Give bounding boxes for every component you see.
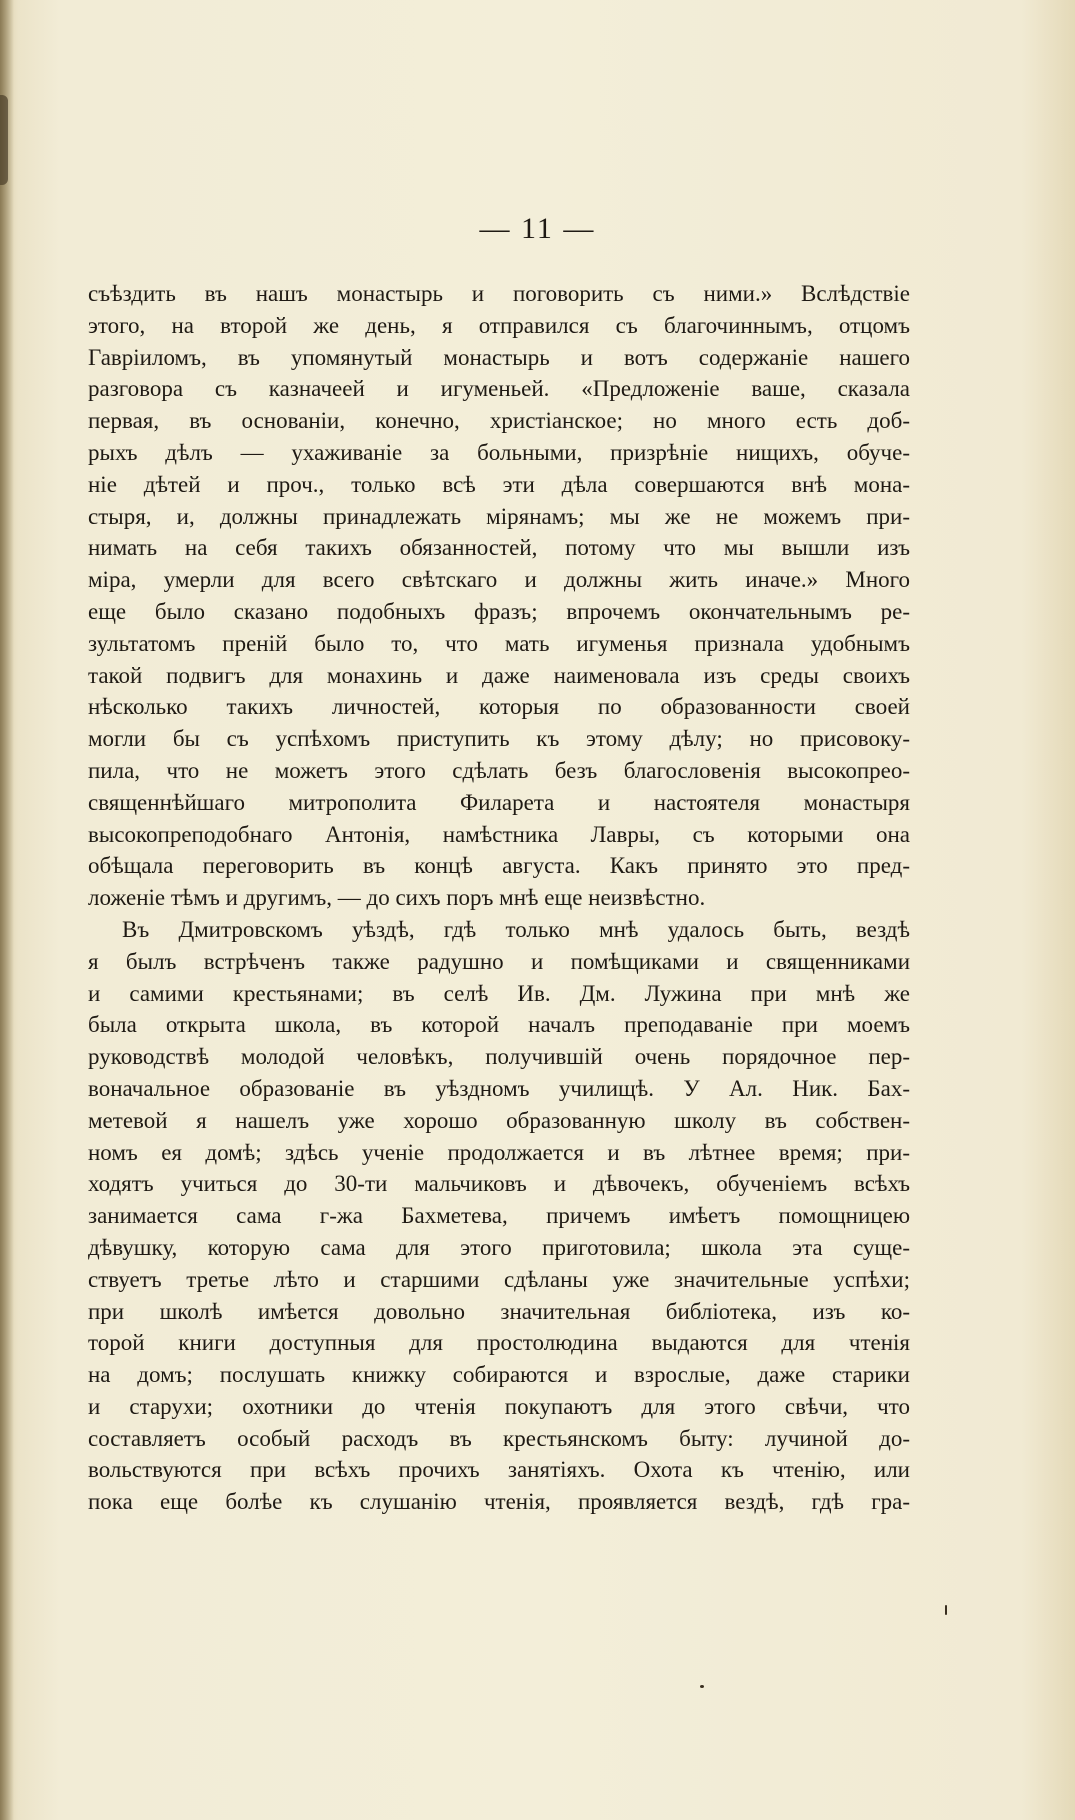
text-line: могли бы съ успѣхомъ приступить къ этому дѣлу; но присовоку- [88,726,910,752]
text-line: торой книги доступныя для простолюдина выдаются для чтенія [88,1330,910,1356]
text-line: ходятъ учиться до 30-ти мальчиковъ и дѣвочекъ, обученіемъ всѣхъ [88,1171,910,1197]
text-line: дѣвушку, которую сама для этого приготовила; школа эта суще- [88,1234,910,1260]
text-line: метевой я нашелъ уже хорошо образованную школу въ собствен- [88,1107,910,1133]
text-line: еще было сказано подобныхъ фразъ; впрочемъ окончательнымъ ре- [88,598,910,624]
text-line: Гавріиломъ, въ упомянутый монастырь и вотъ содержаніе нашего [88,344,910,370]
text-line: ложеніе тѣмъ и другимъ, — до сихъ поръ мнѣ еще неизвѣстно. [88,885,706,911]
text-line: обѣщала переговорить въ концѣ августа. Какъ принято это пред- [88,853,910,879]
text-line: такой подвигъ для монахинь и даже наименовала изъ среды своихъ [88,662,910,688]
text-line: священнѣйшаго митрополита Филарета и настоятеля монастыря [88,789,910,815]
text-line: и самими крестьянами; въ селѣ Ив. Дм. Лужина при мнѣ же [88,980,910,1006]
text-line: руководствѣ молодой человѣкъ, получившій очень порядочное пер- [88,1044,910,1070]
text-line: нѣсколько такихъ личностей, которыя по образованности своей [88,694,910,720]
text-line: я былъ встрѣченъ также радушно и помѣщиками и священниками [88,948,910,974]
paper-speck [700,1685,704,1688]
text-line: разговора съ казначеей и игуменьей. «Предложеніе ваше, сказала [88,376,910,402]
text-line: міра, умерли для всего свѣтскаго и должны жить иначе.» Много [88,567,910,593]
text-line: нимать на себя такихъ обязанностей, потому что мы вышли изъ [88,535,910,561]
text-line: на домъ; послушать книжку собираются и взрослые, даже старики [88,1362,910,1388]
text-line: ствуетъ третье лѣто и старшими сдѣланы уже значительные успѣхи; [88,1266,910,1292]
text-line: высокопреподобнаго Антонія, намѣстника Лавры, съ которыми она [88,821,910,847]
text-line: пила, что не можетъ этого сдѣлать безъ благословенія высокопрео- [88,757,910,783]
body-text [88,278,910,1518]
text-line: зультатомъ преній было то, что мать игуменья признала удобнымъ [88,630,910,656]
text-line: Въ Дмитровскомъ уѣздѣ, гдѣ только мнѣ удалось быть, вездѣ [122,916,910,942]
text-line: при школѣ имѣется довольно значительная библіотека, изъ ко- [88,1298,910,1324]
text-line: съѣздить въ нашъ монастырь и поговорить съ ними.» Вслѣдствіе [88,281,910,306]
text-line: рыхъ дѣлъ — ухаживаніе за больными, призрѣніе нищихъ, обуче- [88,439,910,465]
text-line: номъ ея домѣ; здѣсь ученіе продолжается и въ лѣтнее время; при- [88,1139,910,1165]
page-edge-shadow [0,0,14,1820]
page-number: — 11 — [479,212,596,245]
text-line: воначальное образованіе въ уѣздномъ училищѣ. У Ал. Ник. Бах- [88,1075,910,1101]
text-line: составляетъ особый расходъ въ крестьянскомъ быту: лучиной до- [88,1425,910,1451]
text-line: пока еще болѣе къ слушанію чтенія, проявляется вездѣ, гдѣ гра- [88,1489,910,1515]
text-line: занимается сама г-жа Бахметева, причемъ имѣетъ помощницею [88,1203,910,1229]
text-line: была открыта школа, въ которой началъ преподаваніе при моемъ [88,1012,910,1038]
text-line: этого, на второй же день, я отправился съ благочиннымъ, отцомъ [88,312,910,338]
text-line: и старухи; охотники до чтенія покупаютъ для этого свѣчи, что [88,1393,910,1419]
page-edge-mark [0,95,8,185]
text-line: стыря, и, должны принадлежать мірянамъ; мы же не можемъ при- [88,503,910,529]
paper-speck [945,1605,947,1615]
text-line: ніе дѣтей и проч., только всѣ эти дѣла совершаются внѣ мона- [88,471,910,497]
text-line: первая, въ основаніи, конечно, христіанское; но много есть доб- [88,408,910,434]
text-line: вольствуются при всѣхъ прочихъ занятіяхъ. Охота къ чтенію, или [88,1457,910,1483]
